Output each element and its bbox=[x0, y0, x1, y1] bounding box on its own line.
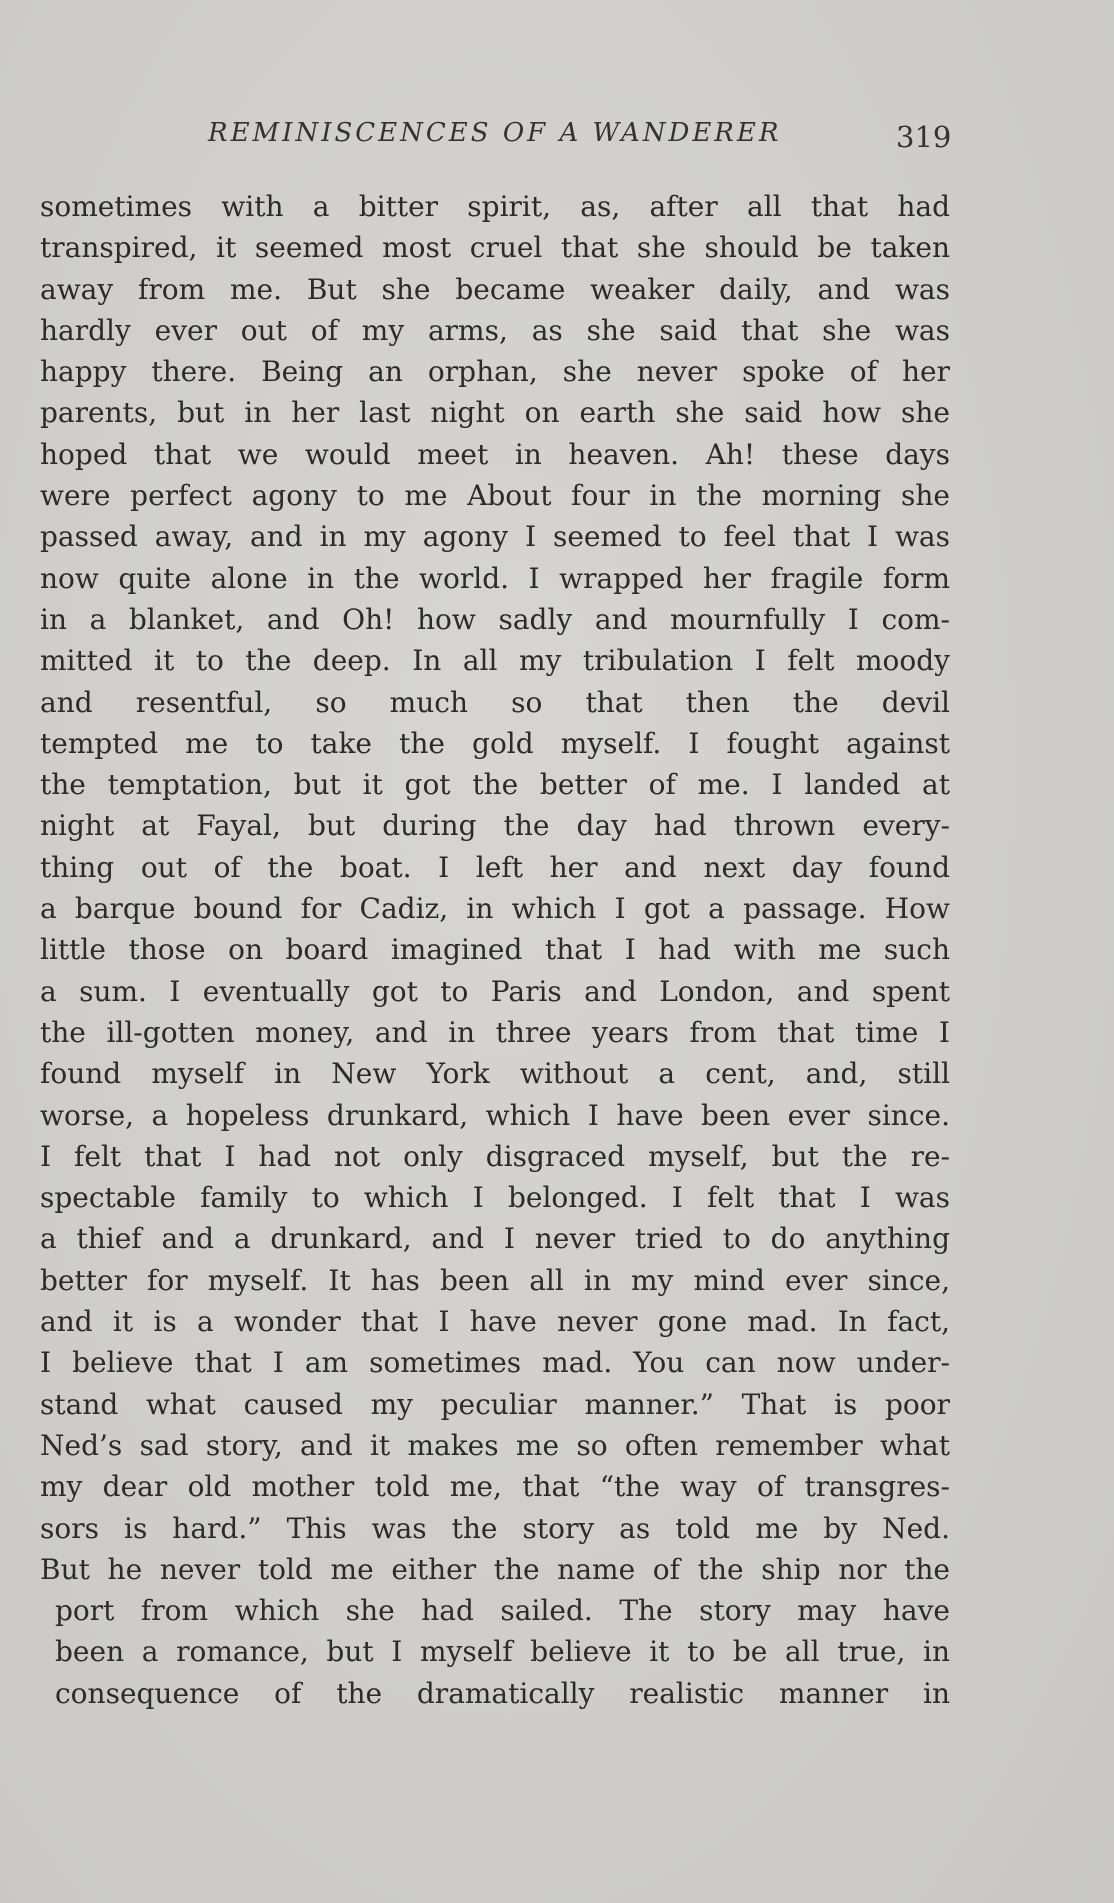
text-line: been a romance, but I myself believe it to be all true, in bbox=[55, 1635, 950, 1669]
page-number: 319 bbox=[896, 120, 952, 154]
text-line: I felt that I had not only disgraced myself, but the re- bbox=[40, 1139, 950, 1173]
text-line: happy there. Being an orphan, she never spoke of her bbox=[40, 355, 950, 389]
text-line: parents, but in her last night on earth she said how she bbox=[40, 396, 950, 430]
text-line: hoped that we would meet in heaven. Ah! these days bbox=[40, 437, 950, 471]
text-line: sors is hard.” This was the story as told me by Ned. bbox=[40, 1511, 950, 1545]
text-line: night at Fayal, but during the day had thrown every- bbox=[40, 809, 950, 843]
text-line: Ned’s sad story, and it makes me so often remember what bbox=[40, 1428, 950, 1462]
text-line: passed away, and in my agony I seemed to feel that I was bbox=[40, 520, 950, 554]
text-line: mitted it to the deep. In all my tribulation I felt moody bbox=[40, 644, 950, 678]
text-line: a sum. I eventually got to Paris and London, and spent bbox=[40, 974, 950, 1008]
text-line: and resentful, so much so that then the devil bbox=[40, 685, 950, 719]
text-line: sometimes with a bitter spirit, as, after all that had bbox=[40, 190, 950, 223]
text-line: consequence of the dramatically realistic manner in bbox=[55, 1676, 950, 1710]
text-line: the ill-gotten money, and in three years from that time I bbox=[40, 1015, 950, 1049]
text-line: thing out of the boat. I left her and next day found bbox=[40, 850, 950, 884]
text-line: were perfect agony to me About four in the morning she bbox=[40, 479, 950, 513]
running-title: REMINISCENCES OF A WANDERER bbox=[208, 118, 782, 148]
text-line: and it is a wonder that I have never gone mad. In fact, bbox=[40, 1305, 950, 1339]
text-line: a barque bound for Cadiz, in which I got a passage. How bbox=[40, 892, 950, 926]
text-line: little those on board imagined that I had with me such bbox=[40, 933, 950, 967]
text-line: my dear old mother told me, that “the way of transgres- bbox=[40, 1470, 950, 1504]
text-line: found myself in New York without a cent, and, still bbox=[40, 1057, 950, 1091]
text-line: I believe that I am sometimes mad. You can now under- bbox=[40, 1346, 950, 1380]
text-line: stand what caused my peculiar manner.” That is poor bbox=[40, 1387, 950, 1421]
text-line: tempted me to take the gold myself. I fought against bbox=[40, 726, 950, 760]
text-line: better for myself. It has been all in my mind ever since, bbox=[40, 1263, 950, 1297]
text-line: in a blanket, and Oh! how sadly and mournfully I com- bbox=[40, 602, 950, 636]
text-line: hardly ever out of my arms, as she said that she was bbox=[40, 313, 950, 347]
text-line: the temptation, but it got the better of me. I landed at bbox=[40, 768, 950, 802]
body-text bbox=[40, 186, 950, 1714]
text-line: now quite alone in the world. I wrapped her fragile form bbox=[40, 561, 950, 595]
text-line: a thief and a drunkard, and I never tried to do anything bbox=[40, 1222, 950, 1256]
text-line: But he never told me either the name of the ship nor the bbox=[40, 1552, 950, 1586]
text-line: spectable family to which I belonged. I felt that I was bbox=[40, 1181, 950, 1215]
text-line: worse, a hopeless drunkard, which I have been ever since. bbox=[40, 1098, 950, 1132]
text-line: away from me. But she became weaker daily, and was bbox=[40, 272, 950, 306]
text-line: port from which she had sailed. The story may have bbox=[55, 1594, 950, 1628]
text-line: transpired, it seemed most cruel that she should be taken bbox=[40, 231, 950, 265]
